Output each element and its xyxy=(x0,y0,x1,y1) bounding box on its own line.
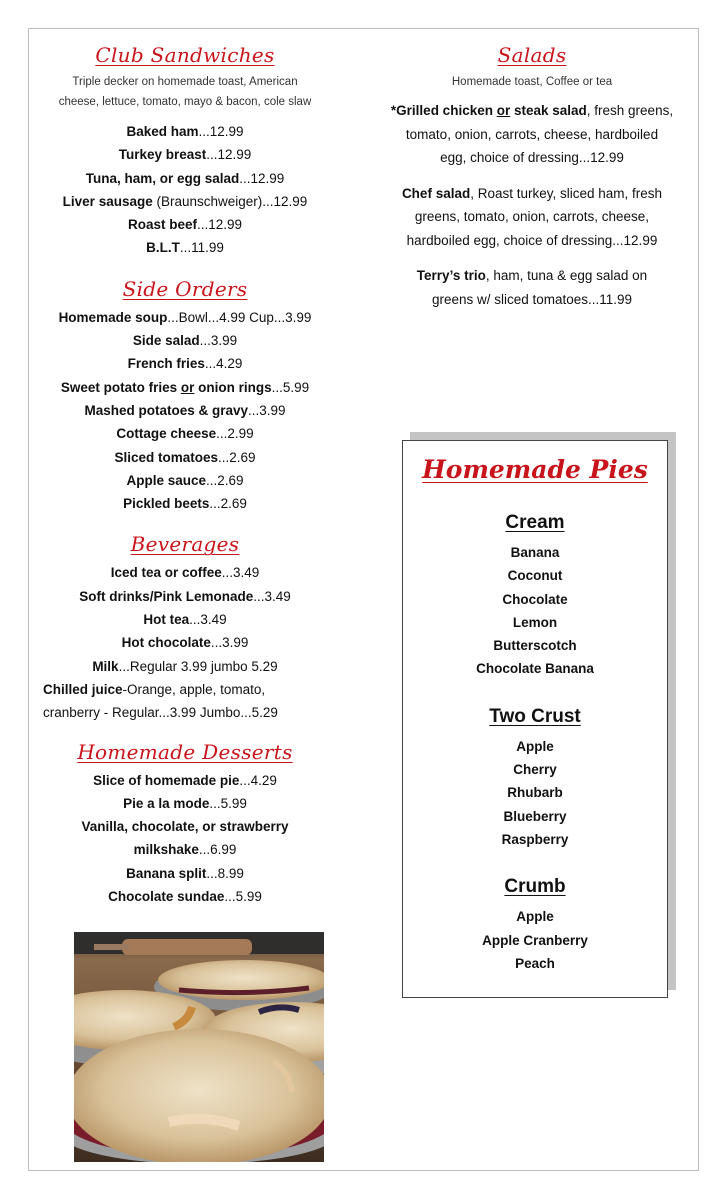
left-column xyxy=(30,38,340,908)
menu-item-juice xyxy=(30,678,340,725)
menu-item xyxy=(30,236,340,259)
pie-item: Raspberry xyxy=(501,831,569,847)
item-price: ...3.49 xyxy=(221,565,260,581)
menu-item xyxy=(30,352,340,375)
item-name-or: or xyxy=(496,103,511,118)
item-name: French fries xyxy=(127,356,205,372)
item-detail: greens, tomato, onion, carrots, cheese, xyxy=(414,209,650,224)
menu-item xyxy=(30,792,340,815)
menu-item xyxy=(30,306,340,329)
menu-item xyxy=(30,167,340,190)
pies-photo-illustration xyxy=(74,932,324,1162)
item-name: steak salad xyxy=(510,103,587,118)
item-detail: -Orange, apple, tomato, xyxy=(122,681,266,697)
salads-description: Homemade toast, Coffee or tea xyxy=(451,76,613,88)
club-sandwiches-heading: Club Sandwiches xyxy=(95,43,275,67)
pie-item: Coconut xyxy=(507,568,563,584)
item-name: Sweet potato fries xyxy=(60,379,181,395)
item-name: Chocolate sundae xyxy=(108,889,225,905)
salads-section xyxy=(372,38,692,311)
item-name: Homemade soup xyxy=(58,309,168,325)
pie-item: Apple xyxy=(516,738,554,754)
item-detail: , Roast turkey, sliced ham, fresh xyxy=(470,185,663,201)
item-price: ...2.69 xyxy=(209,496,247,512)
homemade-pies-box xyxy=(402,440,668,998)
item-price: ...8.99 xyxy=(206,865,244,881)
item-price: egg, choice of dressing...12.99 xyxy=(440,150,624,165)
item-price: ...3.99 xyxy=(248,402,286,418)
menu-item xyxy=(30,422,340,445)
pies-heading: Homemade Pies xyxy=(422,455,648,484)
item-name: Banana split xyxy=(126,865,207,881)
item-name: Apple sauce xyxy=(126,472,206,488)
menu-item xyxy=(30,492,340,515)
item-price: ...12.99 xyxy=(262,193,308,209)
menu-item xyxy=(30,561,340,584)
pie-item: Blueberry xyxy=(503,808,567,824)
pie-item: Peach xyxy=(515,955,555,971)
pie-item: Butterscotch xyxy=(493,638,577,654)
item-name: Liver sausage xyxy=(62,193,153,209)
pie-item: Banana xyxy=(510,545,560,560)
pie-item: Rhubarb xyxy=(507,785,563,801)
pies-photo xyxy=(74,932,324,1162)
item-name: Sliced tomatoes xyxy=(114,449,218,465)
item-price: ...12.99 xyxy=(239,170,285,186)
item-name: Pickled beets xyxy=(123,496,210,512)
item-name: milkshake xyxy=(133,842,199,858)
item-price: ...11.99 xyxy=(179,240,224,256)
item-price: ...5.99 xyxy=(271,379,310,395)
pie-category-heading: Crumb xyxy=(504,876,566,898)
item-price: ...2.69 xyxy=(206,472,244,488)
pie-item: Chocolate xyxy=(502,591,568,607)
item-name: B.L.T xyxy=(146,240,180,256)
menu-item xyxy=(30,190,340,213)
pie-item: Cherry xyxy=(513,762,557,778)
description-line: Triple decker on homemade toast, American xyxy=(72,76,298,88)
item-price: ...2.99 xyxy=(216,426,254,442)
item-name: Milk xyxy=(92,658,119,674)
item-name: Soft drinks/Pink Lemonade xyxy=(79,588,254,604)
beverages-heading: Beverages xyxy=(130,532,240,557)
item-name: Chilled juice xyxy=(43,681,123,697)
item-price: ...12.99 xyxy=(198,124,244,139)
salad-item xyxy=(372,182,692,253)
item-price: ...12.99 xyxy=(206,147,252,163)
desserts-section xyxy=(30,735,340,909)
salads-heading: Salads xyxy=(497,43,567,67)
item-price: ...6.99 xyxy=(198,842,237,858)
item-price: ...3.99 xyxy=(199,333,238,349)
menu-item xyxy=(30,376,340,399)
item-price: ...12.99 xyxy=(196,217,243,233)
item-name: Hot chocolate xyxy=(121,635,211,651)
pie-item: Apple xyxy=(516,909,554,925)
item-name: Cottage cheese xyxy=(116,426,217,442)
menu-item xyxy=(30,399,340,422)
item-name: Tuna, ham, or egg salad xyxy=(85,170,240,186)
item-detail: , fresh greens, xyxy=(586,103,674,118)
item-price: ...3.99 xyxy=(210,635,249,651)
item-detail: (Braunschweiger) xyxy=(152,193,263,209)
item-price: greens w/ sliced tomatoes...11.99 xyxy=(431,291,633,307)
club-sandwiches-description xyxy=(30,72,340,112)
item-price: ...2.69 xyxy=(218,449,256,465)
item-detail: cranberry - Regular...3.99 Jumbo...5.29 xyxy=(43,705,278,721)
menu-item xyxy=(30,329,340,352)
side-orders-section xyxy=(30,272,340,516)
menu-item xyxy=(30,213,340,236)
menu-item xyxy=(30,655,340,678)
item-name: Vanilla, chocolate, or strawberry xyxy=(81,819,289,835)
item-price: ...3.49 xyxy=(189,612,227,628)
menu-item xyxy=(30,143,340,166)
item-price: ...4.29 xyxy=(239,772,277,788)
pie-category-heading: Cream xyxy=(505,512,565,533)
pie-item: Chocolate Banana xyxy=(476,661,594,677)
desserts-heading: Homemade Desserts xyxy=(77,739,293,764)
item-detail: , ham, tuna & egg salad on xyxy=(485,268,648,283)
pie-item: Apple Cranberry xyxy=(482,932,588,948)
menu-item xyxy=(30,585,340,608)
item-name: Iced tea or coffee xyxy=(110,565,222,581)
item-name: *Grilled chicken xyxy=(390,103,497,118)
club-sandwiches-section xyxy=(30,38,340,260)
item-name: Mashed potatoes & gravy xyxy=(84,402,248,418)
menu-item xyxy=(30,469,340,492)
menu-item xyxy=(30,446,340,469)
right-column xyxy=(372,38,692,323)
item-name: Terry’s trio xyxy=(416,268,486,283)
item-price: ...Regular 3.99 jumbo 5.29 xyxy=(118,658,278,674)
pie-item: Lemon xyxy=(512,614,558,630)
item-name: Turkey breast xyxy=(118,147,207,163)
item-name: Side salad xyxy=(132,333,200,349)
item-price: ...3.49 xyxy=(253,588,291,604)
salad-item xyxy=(372,264,692,311)
menu-item xyxy=(30,120,340,143)
item-price: ...5.99 xyxy=(209,795,247,811)
side-orders-heading: Side Orders xyxy=(122,276,248,301)
menu-item xyxy=(30,631,340,654)
item-name: Roast beef xyxy=(127,217,197,233)
item-name-or: or xyxy=(180,379,195,395)
item-name: Hot tea xyxy=(143,612,190,628)
item-price: hardboiled egg, choice of dressing...12.99 xyxy=(406,232,658,248)
pie-category-heading: Two Crust xyxy=(489,705,581,727)
item-name: Pie a la mode xyxy=(123,795,210,811)
menu-item xyxy=(30,608,340,631)
menu-item xyxy=(30,885,340,908)
item-price: ...5.99 xyxy=(224,889,262,905)
description-line: cheese, lettuce, tomato, mayo & bacon, cole slaw xyxy=(58,96,312,108)
beverages-section xyxy=(30,527,340,724)
item-name: Slice of homemade pie xyxy=(93,772,240,788)
menu-item xyxy=(30,769,340,792)
item-name: onion rings xyxy=(194,379,272,395)
item-price: ...4.29 xyxy=(204,356,243,372)
item-detail: tomato, onion, carrots, cheese, hardboiled xyxy=(405,126,659,142)
menu-item xyxy=(30,862,340,885)
salad-item xyxy=(372,99,692,170)
item-price: ...Bowl...4.99 Cup...3.99 xyxy=(167,309,312,325)
item-name: Chef salad xyxy=(401,185,471,201)
menu-item xyxy=(30,815,340,862)
item-name: Baked ham xyxy=(126,124,199,139)
